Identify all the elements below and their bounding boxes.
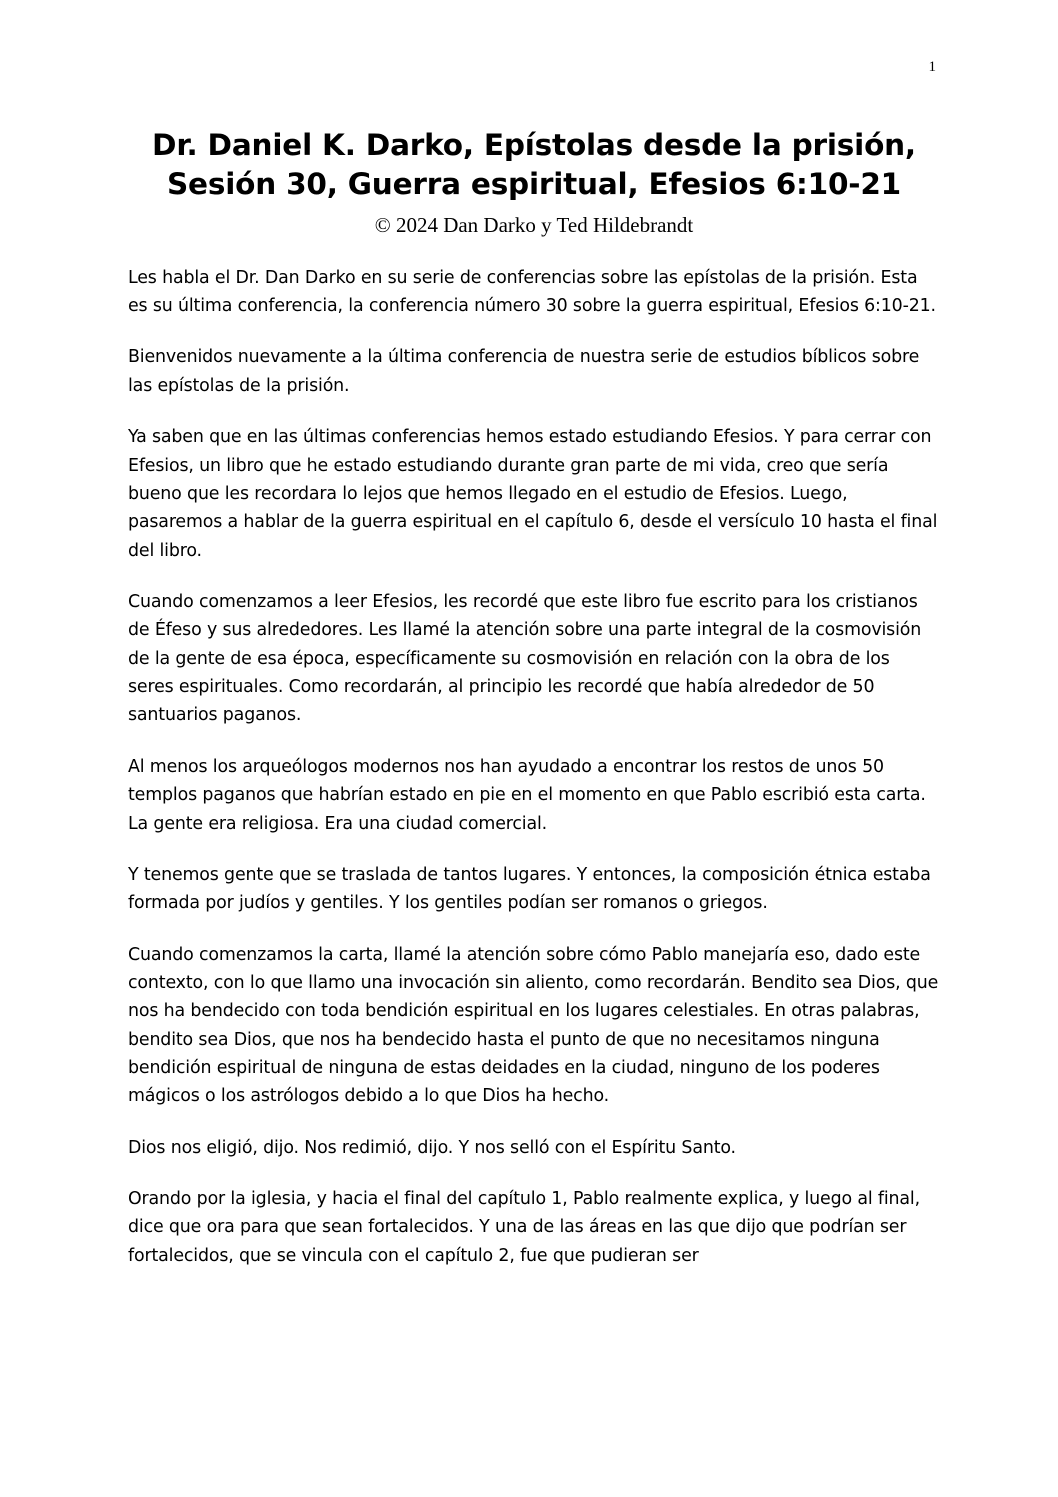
paragraph: Les habla el Dr. Dan Darko en su serie de conferencias sobre las epístolas de la prisión. Esta es su última conferencia, la conferencia número 30 sobre la guerra espiritual, Efesios 6:10-21. bbox=[128, 267, 936, 317]
paragraph: Cuando comenzamos la carta, llamé la atención sobre cómo Pablo manejaría eso, dado este contexto, con lo que llamo una invocación sin aliento, como recordarán. Bendito sea Dios, que nos ha bendecido con toda bendición espiritual en los lugares celestiales. En otras palabras, bendito sea Dios, que nos ha bendecido hasta el punto de que no necesitamos ninguna bendición espiritual de ninguna de estas deidades en la ciudad, ninguno de los poderes mágicos o los astrólogos debido a lo que Dios ha hecho. bbox=[128, 944, 939, 1107]
paragraph: Al menos los arqueólogos modernos nos han ayudado a encontrar los restos de unos 50 templos paganos que habrían estado en pie en el momento en que Pablo escribió esta carta. La gente era religiosa. Era una ciudad comercial. bbox=[128, 756, 926, 834]
document-title: Dr. Daniel K. Darko, Epístolas desde la prisión, Sesión 30, Guerra espiritual, Efesios 6:10-21 bbox=[152, 128, 916, 202]
paragraph: Dios nos eligió, dijo. Nos redimió, dijo. Y nos selló con el Espíritu Santo. bbox=[128, 1137, 736, 1158]
page-number: 1 bbox=[928, 59, 936, 75]
paragraph: Y tenemos gente que se traslada de tantos lugares. Y entonces, la composición étnica estaba formada por judíos y gentiles. Y los gentiles podían ser romanos o griegos. bbox=[128, 864, 931, 914]
document-body bbox=[128, 264, 940, 1270]
paragraph: Cuando comenzamos a leer Efesios, les recordé que este libro fue escrito para los cristianos de Éfeso y sus alrededores. Les llamé la atención sobre una parte integral de la cosmovisión de la gente de esa época, específicamente su cosmovisión en relación con la obra de los seres espirituales. Como recordarán, al principio les recordé que había alrededor de 50 santuarios paganos. bbox=[128, 592, 922, 726]
paragraph: Orando por la iglesia, y hacia el final del capítulo 1, Pablo realmente explica, y luego al final, dice que ora para que sean fortalecidos. Y una de las áreas en las que dijo que podrían ser fortalecidos, que se vincula con el capítulo 2, fue que pudieran ser bbox=[128, 1189, 920, 1266]
paragraph: Ya saben que en las últimas conferencias hemos estado estudiando Efesios. Y para cerrar con Efesios, un libro que he estado estudiando durante gran parte de mi vida, creo que sería bueno que les recordara lo lejos que hemos llegado en el estudio de Efesios. Luego, pasaremos a hablar de la guerra espiritual en el capítulo 6, desde el versículo 10 hasta el final del libro. bbox=[128, 427, 938, 561]
paragraph: Bienvenidos nuevamente a la última conferencia de nuestra serie de estudios bíblicos sobre las epístolas de la prisión. bbox=[128, 347, 920, 396]
copyright-line: © 2024 Dan Darko y Ted Hildebrandt bbox=[374, 213, 694, 238]
